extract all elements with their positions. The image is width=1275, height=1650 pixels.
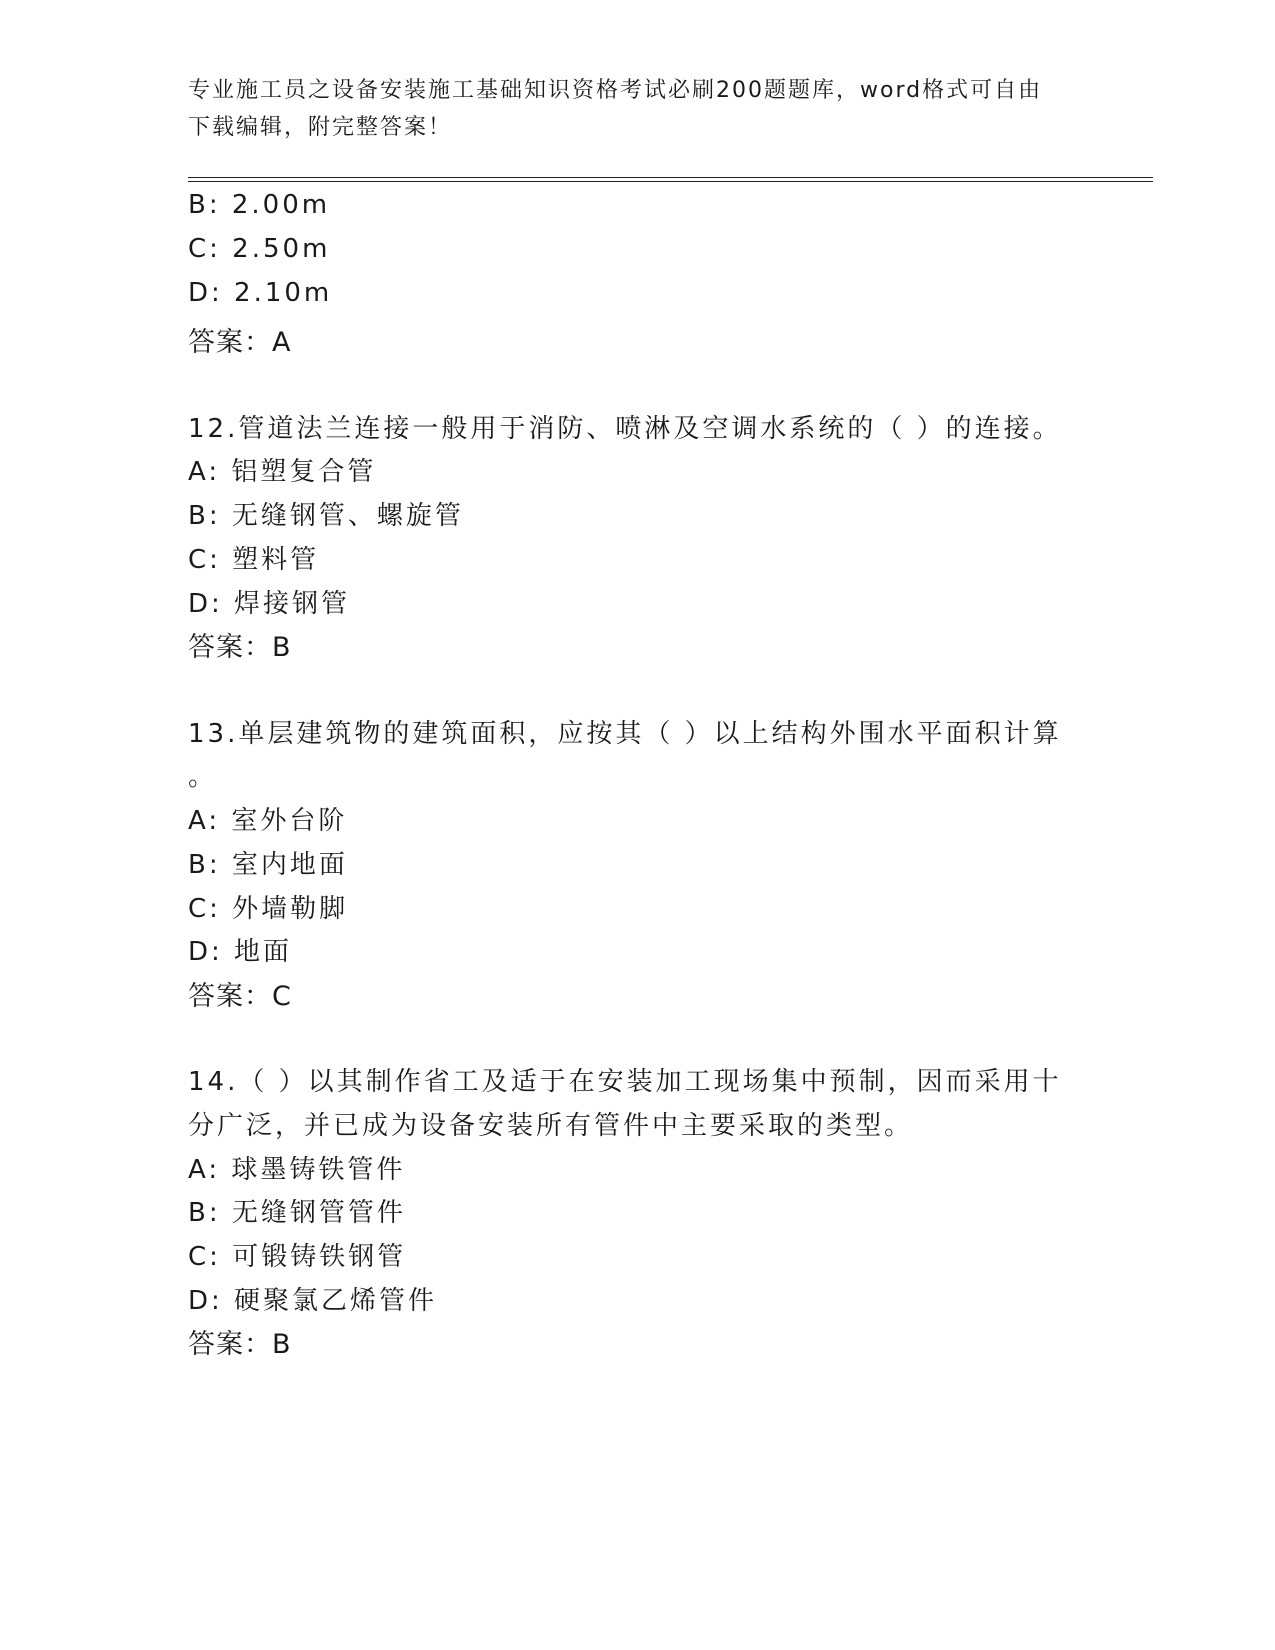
q11-option-c: C: 2.50m xyxy=(188,234,331,264)
q14-question-line-1: 14.（ ）以其制作省工及适于在安装加工现场集中预制，因而采用十 xyxy=(188,1067,1062,1097)
q12-answer: 答案：B xyxy=(188,632,292,663)
header-title-line-2: 下载编辑，附完整答案！ xyxy=(188,115,453,140)
q14-option-c: C: 可锻铸铁钢管 xyxy=(188,1242,407,1272)
q13-answer: 答案：C xyxy=(188,981,292,1012)
q13-question-line-1: 13.单层建筑物的建筑面积，应按其（ ）以上结构外围水平面积计算 xyxy=(188,719,1062,749)
q13-option-a: A: 室外台阶 xyxy=(188,806,348,836)
header-divider-bottom xyxy=(188,181,1153,182)
q14-option-a: A: 球墨铸铁管件 xyxy=(188,1155,406,1185)
q13-question-line-2: 。 xyxy=(188,762,218,792)
q12-question: 12.管道法兰连接一般用于消防、喷淋及空调水系统的（ ）的连接。 xyxy=(188,414,1062,444)
header-title-line-1: 专业施工员之设备安装施工基础知识资格考试必刷200题题库，word格式可自由 xyxy=(188,78,1043,103)
document-header xyxy=(188,72,1068,146)
q11-option-d: D: 2.10m xyxy=(188,278,333,308)
q12-option-a: A: 铝塑复合管 xyxy=(188,457,377,487)
q12-option-c: C: 塑料管 xyxy=(188,545,320,575)
q14-question-line-2: 分广泛，并已成为设备安装所有管件中主要采取的类型。 xyxy=(188,1111,914,1141)
q13-option-b: B: 室内地面 xyxy=(188,850,348,880)
q14-option-b: B: 无缝钢管管件 xyxy=(188,1198,406,1228)
header-divider-top xyxy=(188,177,1153,178)
q11-option-b: B: 2.00m xyxy=(188,190,331,220)
q13-option-d: D: 地面 xyxy=(188,937,293,967)
q12-option-b: B: 无缝钢管、螺旋管 xyxy=(188,501,464,531)
q14-answer: 答案：B xyxy=(188,1329,292,1360)
q13-option-c: C: 外墙勒脚 xyxy=(188,894,349,924)
q14-option-d: D: 硬聚氯乙烯管件 xyxy=(188,1286,438,1316)
q12-option-d: D: 焊接钢管 xyxy=(188,589,351,619)
q11-answer: 答案：A xyxy=(188,327,292,358)
